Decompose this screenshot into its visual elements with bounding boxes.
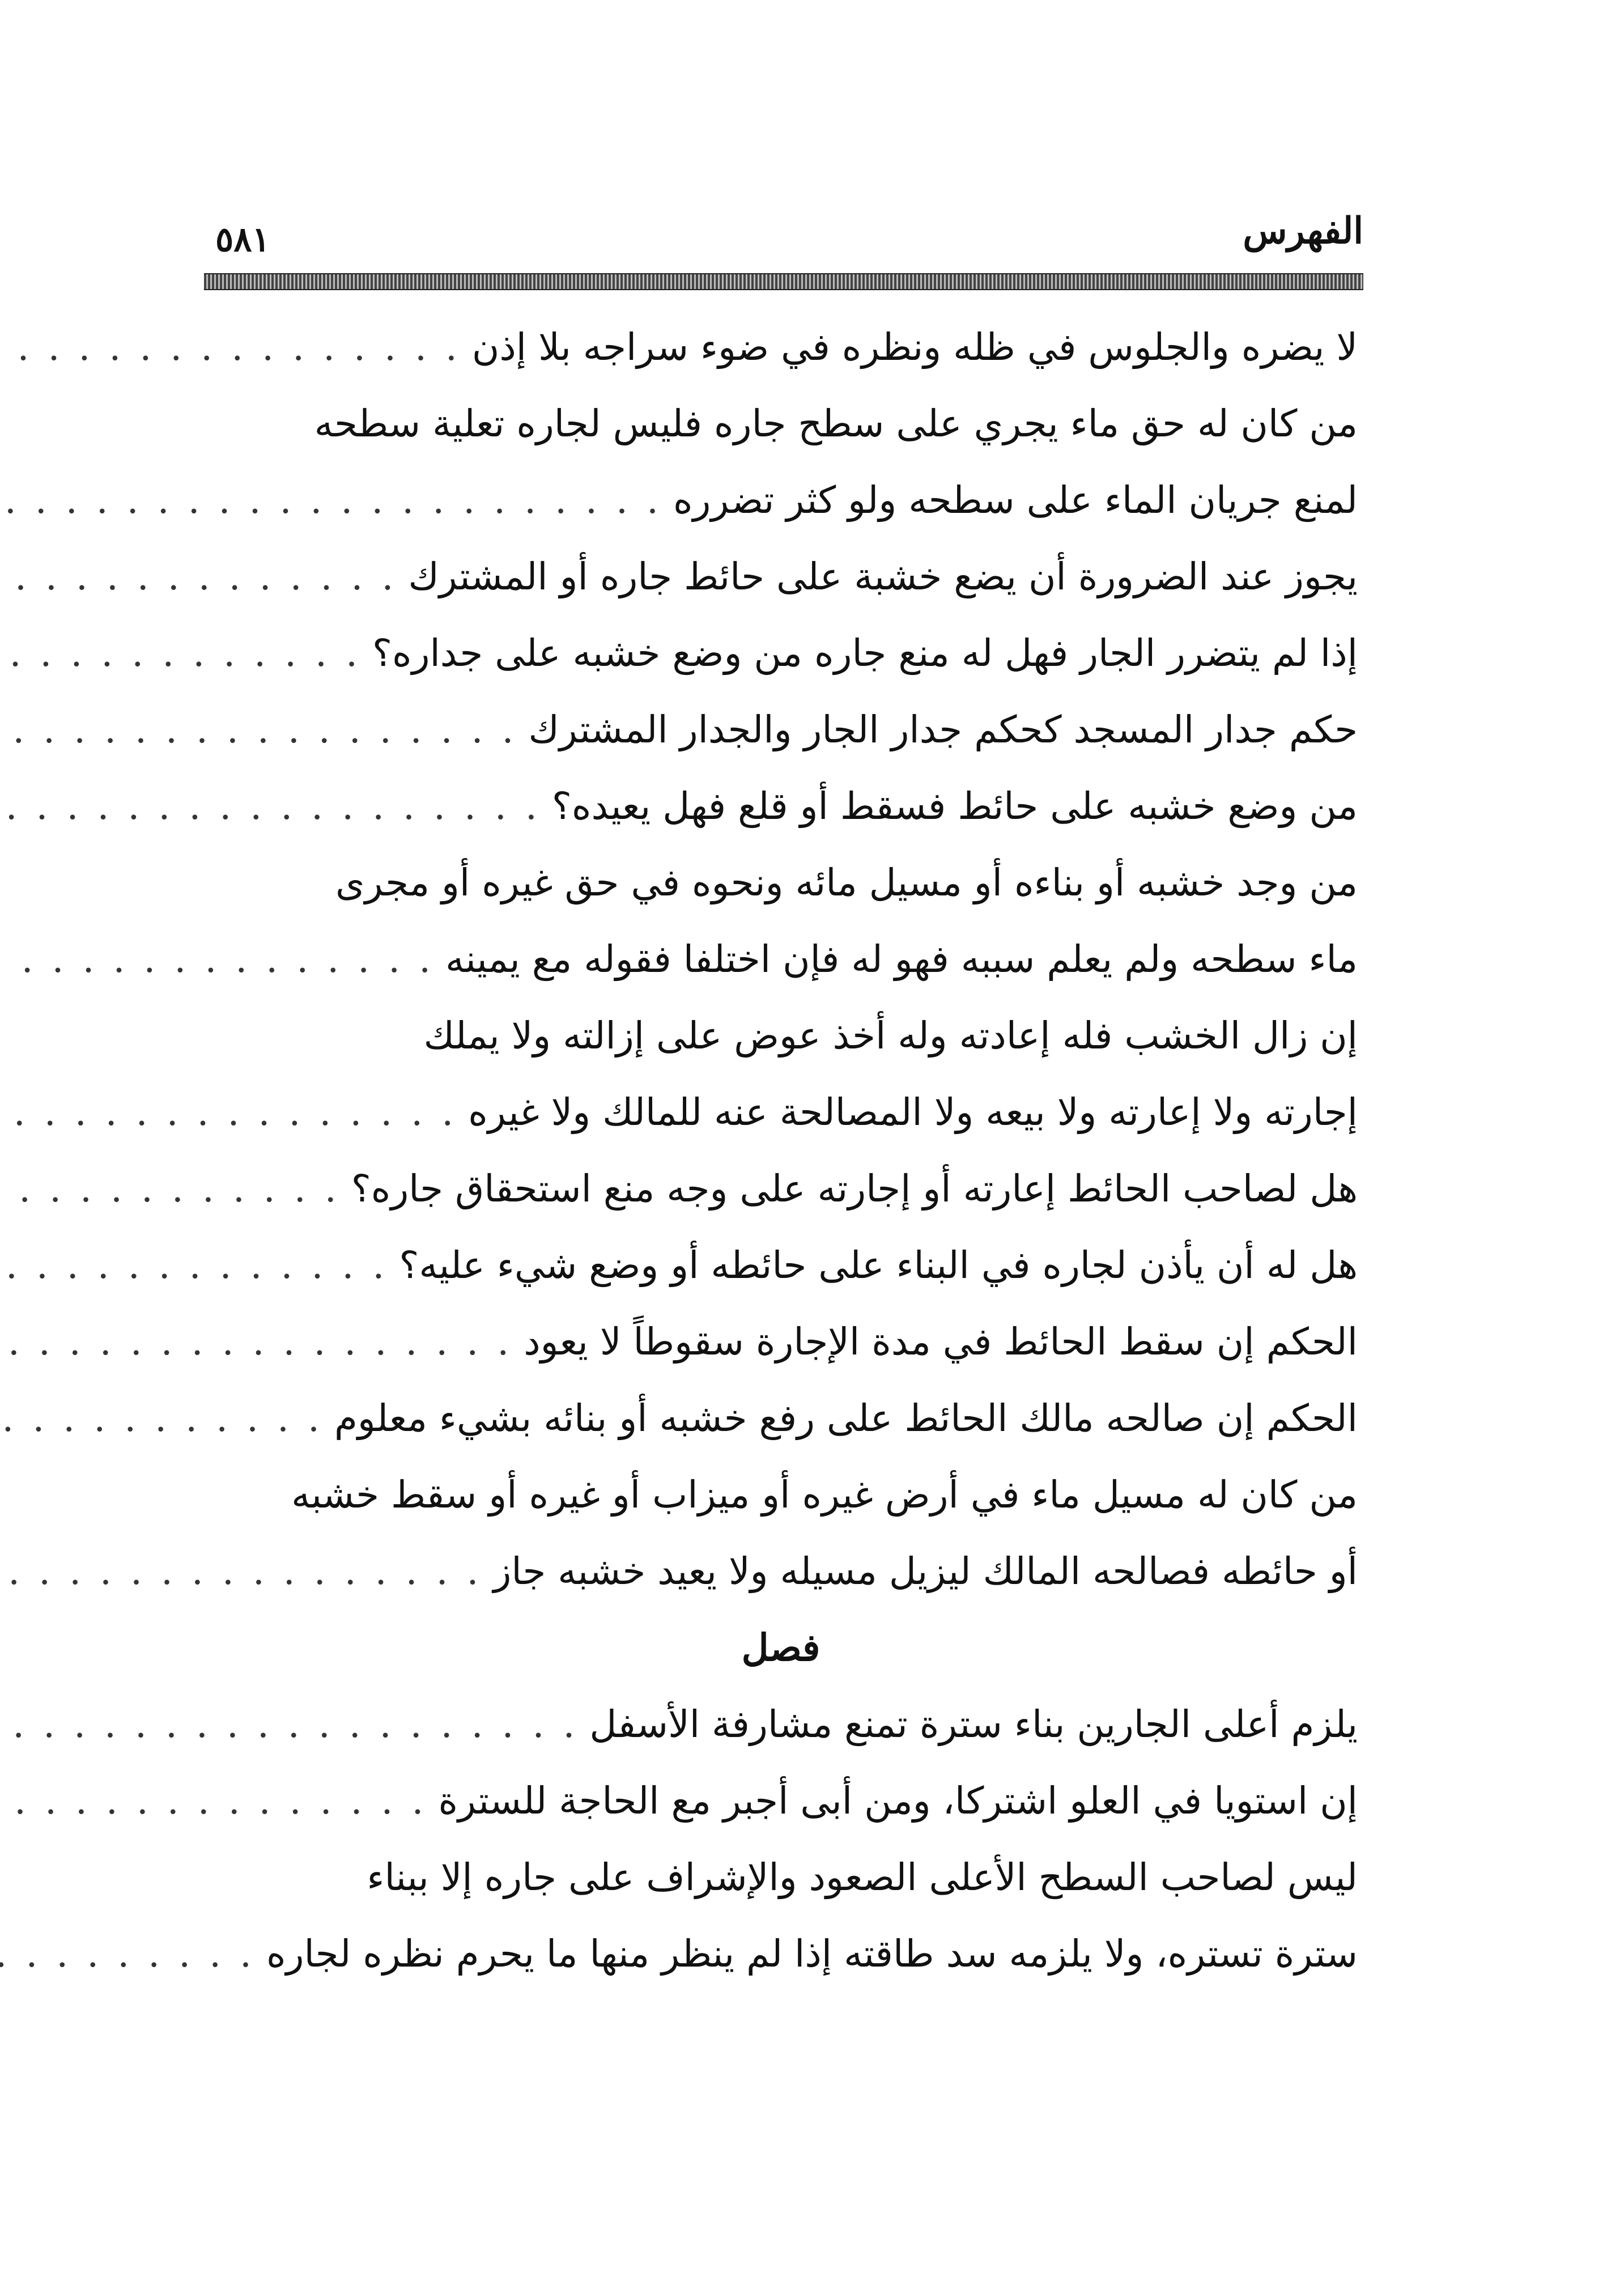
header-title: الفهرس bbox=[1243, 210, 1363, 252]
entry-text: من كان له مسيل ماء في أرض غيره أو ميزاب أو غيره أو سقط خشبه bbox=[291, 1473, 1358, 1517]
header-rule bbox=[204, 273, 1363, 290]
entry-text: يجوز عند الضرورة أن يضع خشبة على حائط جاره أو المشترك bbox=[408, 555, 1358, 598]
entry-text: إجارته ولا إعارته ولا بيعه ولا المصالحة عنه للمالك ولا غيره bbox=[468, 1090, 1358, 1134]
index-entry bbox=[204, 615, 1358, 691]
entry-text: ليس لصاحب السطح الأعلى الصعود والإشراف على جاره إلا ببناء bbox=[367, 1855, 1358, 1899]
entry-text: الحكم إن صالحه مالك الحائط على رفع خشبه أو بنائه بشيء معلوم bbox=[334, 1396, 1358, 1440]
index-entry bbox=[204, 1916, 1358, 1992]
index-entry bbox=[204, 997, 1358, 1074]
index-entry bbox=[204, 691, 1358, 768]
section-heading-text: فصل bbox=[741, 1625, 820, 1670]
dot-leader bbox=[0, 462, 673, 538]
page-header bbox=[204, 210, 1363, 278]
dot-leader bbox=[0, 1074, 468, 1150]
index-entry bbox=[204, 1150, 1358, 1227]
dot-leader bbox=[0, 1533, 494, 1610]
section-heading bbox=[204, 1610, 1358, 1686]
index-entry bbox=[204, 1839, 1358, 1916]
index-entries bbox=[204, 309, 1358, 1992]
entry-text: من وجد خشبه أو بناءه أو مسيل مائه ونحوه في حق غيره أو مجرى bbox=[335, 861, 1358, 905]
index-entry bbox=[204, 1303, 1358, 1380]
dot-leader bbox=[0, 1916, 266, 1992]
entry-text: سترة تستره، ولا يلزمه سد طاقته إذا لم ينظر منها ما يحرم نظره لجاره bbox=[266, 1932, 1358, 1976]
index-entry bbox=[204, 538, 1358, 615]
entry-text: من وضع خشبه على حائط فسقط أو قلع فهل يعيده؟ bbox=[551, 784, 1358, 828]
entry-text: من كان له حق ماء يجري على سطح جاره فليس لجاره تعلية سطحه bbox=[314, 402, 1358, 445]
entry-text: ماء سطحه ولم يعلم سببه فهو له فإن اختلفا فقوله مع يمينه bbox=[445, 937, 1358, 981]
dot-leader bbox=[0, 1763, 438, 1839]
dot-leader bbox=[0, 309, 472, 385]
entry-text: إن زال الخشب فله إعادته وله أخذ عوض على إزالته ولا يملك bbox=[423, 1014, 1358, 1058]
entry-text: هل لصاحب الحائط إعارته أو إجارته على وجه منع استحقاق جاره؟ bbox=[351, 1167, 1358, 1211]
index-entry bbox=[204, 768, 1358, 844]
index-entry bbox=[204, 385, 1358, 462]
entry-text: أو حائطه فصالحه المالك ليزيل مسيله ولا يعيد خشبه جاز bbox=[493, 1549, 1358, 1593]
dot-leader bbox=[0, 768, 552, 844]
dot-leader bbox=[0, 1150, 351, 1227]
dot-leader bbox=[0, 691, 529, 768]
entry-text: حكم جدار المسجد كحكم جدار الجار والجدار المشترك bbox=[528, 708, 1358, 751]
dot-leader bbox=[0, 1686, 589, 1763]
index-entry bbox=[204, 309, 1358, 385]
entry-text: هل له أن يأذن لجاره في البناء على حائطه أو وضع شيء عليه؟ bbox=[399, 1243, 1358, 1287]
index-entry bbox=[204, 1686, 1358, 1763]
index-entry bbox=[204, 462, 1358, 538]
entry-text: إذا لم يتضرر الجار فهل له منع جاره من وضع خشبه على جداره؟ bbox=[372, 631, 1358, 675]
index-entry bbox=[204, 1763, 1358, 1839]
dot-leader bbox=[0, 921, 445, 997]
index-entry bbox=[204, 1227, 1358, 1303]
entry-text: لا يضره والجلوس في ظله ونظره في ضوء سراجه بلا إذن bbox=[471, 325, 1358, 369]
index-entry bbox=[204, 1457, 1358, 1533]
dot-leader bbox=[0, 538, 408, 615]
index-entry bbox=[204, 1074, 1358, 1150]
dot-leader bbox=[0, 615, 372, 691]
dot-leader bbox=[0, 1380, 334, 1457]
entry-text: إن استويا في العلو اشتركا، ومن أبى أجبر مع الحاجة للسترة bbox=[438, 1779, 1358, 1823]
dot-leader bbox=[0, 1303, 524, 1380]
index-entry bbox=[204, 921, 1358, 997]
index-entry bbox=[204, 1380, 1358, 1457]
dot-leader bbox=[0, 1227, 399, 1303]
entry-text: يلزم أعلى الجارين بناء سترة تمنع مشارفة الأسفل bbox=[589, 1702, 1358, 1746]
index-entry bbox=[204, 844, 1358, 921]
index-entry bbox=[204, 1533, 1358, 1610]
entry-text: الحكم إن سقط الحائط في مدة الإجارة سقوطاً لا يعود bbox=[524, 1320, 1358, 1364]
entry-text: لمنع جريان الماء على سطحه ولو كثر تضرره bbox=[673, 478, 1358, 522]
header-page-number: ٥٨١ bbox=[215, 220, 270, 260]
